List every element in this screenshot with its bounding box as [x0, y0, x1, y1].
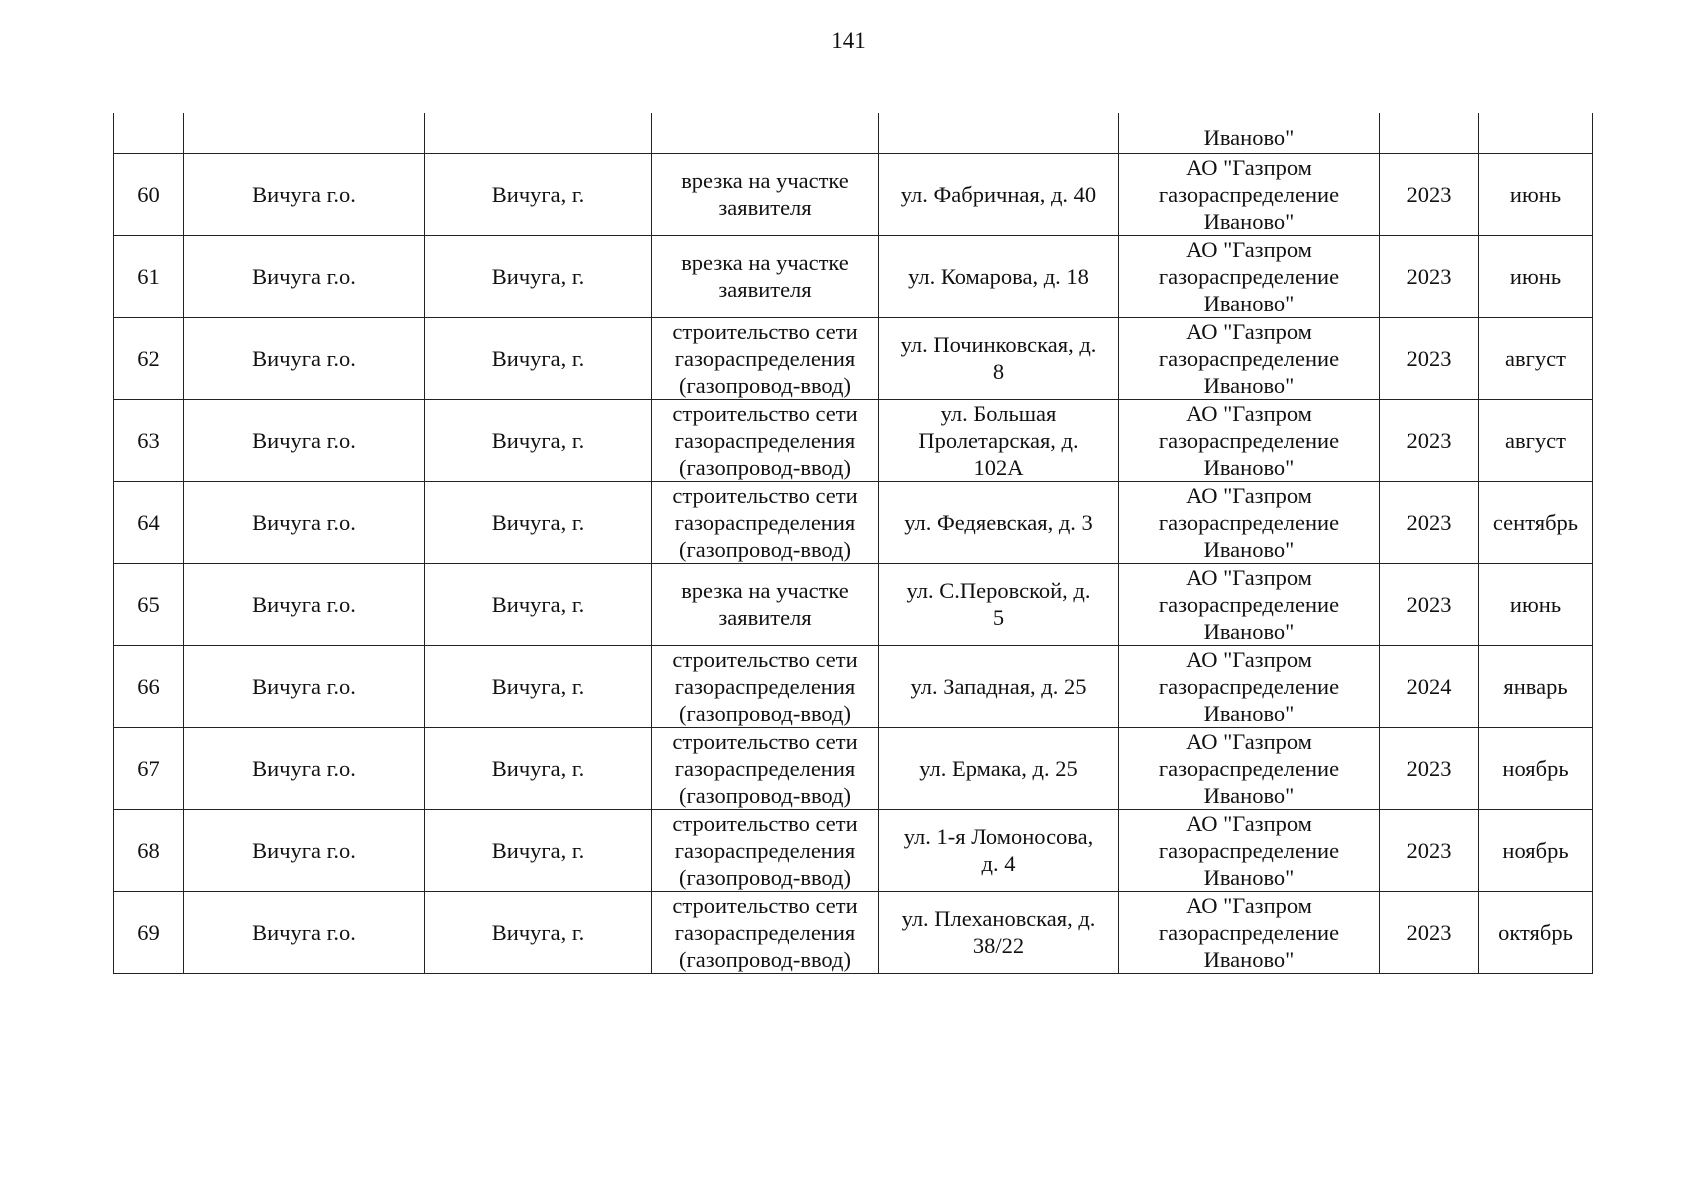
- cell-work-type-line: (газопровод-ввод): [679, 454, 851, 480]
- cell-organization-line: АО "Газпром: [1186, 564, 1312, 590]
- cell-month: сентябрь: [1479, 481, 1593, 563]
- cell-work-type: [652, 113, 879, 153]
- cell-work-type-line: (газопровод-ввод): [679, 864, 851, 890]
- cell-organization-line: газораспределение: [1158, 673, 1340, 699]
- cell-settlement: Вичуга, г.: [425, 645, 652, 727]
- cell-work-type-line: строительство сети: [672, 482, 858, 508]
- cell-address: [879, 235, 1119, 317]
- cell-settlement: Вичуга, г.: [425, 891, 652, 973]
- cell-address-line: ул. Большая: [940, 400, 1057, 426]
- table-row: [114, 481, 1593, 563]
- cell-settlement: Вичуга, г.: [425, 235, 652, 317]
- cell-month: июнь: [1479, 235, 1593, 317]
- cell-organization: [1119, 235, 1380, 317]
- cell-work-type-line: заявителя: [718, 277, 812, 302]
- cell-work-type-line: газораспределения: [674, 755, 856, 781]
- cell-address-line: 8: [992, 359, 1005, 384]
- cell-work-type-line: заявителя: [718, 195, 812, 220]
- cell-work-type-line: врезка на участке: [681, 250, 849, 275]
- cell-municipality: [184, 113, 425, 153]
- cell-municipality: Вичуга г.о.: [184, 727, 425, 809]
- cell-num: 64: [114, 481, 184, 563]
- cell-settlement: Вичуга, г.: [425, 727, 652, 809]
- cell-settlement: Вичуга, г.: [425, 481, 652, 563]
- cell-month: август: [1479, 317, 1593, 399]
- cell-organization: [1119, 153, 1380, 235]
- cell-work-type-line: строительство сети: [672, 646, 858, 672]
- cell-num: [114, 113, 184, 153]
- cell-organization-line: газораспределение: [1158, 427, 1340, 453]
- cell-municipality: Вичуга г.о.: [184, 235, 425, 317]
- cell-address-line: 5: [992, 605, 1005, 630]
- cell-municipality: Вичуга г.о.: [184, 317, 425, 399]
- cell-num: 66: [114, 645, 184, 727]
- cell-month: август: [1479, 399, 1593, 481]
- cell-year: 2023: [1380, 891, 1479, 973]
- cell-year: 2024: [1380, 645, 1479, 727]
- table-row: [114, 891, 1593, 973]
- cell-organization-line: Иваново": [1203, 946, 1295, 972]
- cell-num: 63: [114, 399, 184, 481]
- cell-organization-line: газораспределение: [1158, 345, 1340, 371]
- cell-organization-line: АО "Газпром: [1186, 154, 1312, 180]
- cell-address: [879, 727, 1119, 809]
- cell-num: 61: [114, 235, 184, 317]
- cell-work-type-line: заявителя: [718, 605, 812, 630]
- cell-work-type-line: строительство сети: [672, 728, 858, 754]
- cell-organization-line: Иваново": [1203, 208, 1295, 234]
- cell-municipality: Вичуга г.о.: [184, 809, 425, 891]
- cell-address: [879, 317, 1119, 399]
- cell-work-type: [652, 399, 879, 481]
- page-number: 141: [831, 28, 866, 53]
- cell-address-line: ул. Комарова, д. 18: [908, 263, 1089, 289]
- cell-organization: [1119, 727, 1380, 809]
- cell-num: 62: [114, 317, 184, 399]
- cell-address: [879, 481, 1119, 563]
- cell-address: [879, 563, 1119, 645]
- cell-address-line: ул. С.Перовской, д.: [906, 578, 1091, 603]
- cell-address-line: ул. Починковская, д.: [900, 332, 1097, 357]
- cell-work-type: [652, 235, 879, 317]
- cell-settlement: Вичуга, г.: [425, 563, 652, 645]
- cell-address: [879, 891, 1119, 973]
- cell-municipality: Вичуга г.о.: [184, 481, 425, 563]
- cell-settlement: [425, 113, 652, 153]
- cell-address-line: ул. Федяевская, д. 3: [904, 509, 1093, 535]
- table-row: [114, 235, 1593, 317]
- cell-address: [879, 809, 1119, 891]
- cell-work-type-line: (газопровод-ввод): [679, 372, 851, 398]
- cell-address-line: 102А: [973, 454, 1024, 480]
- cell-work-type: [652, 563, 879, 645]
- cell-work-type-line: строительство сети: [672, 892, 858, 918]
- cell-address-line: ул. Западная, д. 25: [910, 673, 1087, 699]
- cell-work-type: [652, 317, 879, 399]
- cell-month: [1479, 113, 1593, 153]
- cell-month: ноябрь: [1479, 727, 1593, 809]
- cell-organization-line: АО "Газпром: [1186, 318, 1312, 344]
- cell-settlement: Вичуга, г.: [425, 317, 652, 399]
- cell-organization-line: АО "Газпром: [1186, 236, 1312, 262]
- cell-organization-line: АО "Газпром: [1186, 400, 1312, 426]
- cell-municipality: Вичуга г.о.: [184, 563, 425, 645]
- cell-organization-line: Иваново": [1203, 618, 1295, 644]
- cell-year: 2023: [1380, 153, 1479, 235]
- cell-organization-line: газораспределение: [1158, 591, 1340, 617]
- cell-address-line: Пролетарская, д.: [918, 427, 1079, 453]
- cell-organization: [1119, 481, 1380, 563]
- cell-num: 69: [114, 891, 184, 973]
- cell-organization: [1119, 645, 1380, 727]
- cell-month: октябрь: [1479, 891, 1593, 973]
- cell-organization-line: Иваново": [1203, 372, 1295, 398]
- cell-work-type-line: газораспределения: [674, 345, 856, 371]
- cell-organization-line: Иваново": [1203, 700, 1295, 726]
- cell-address: [879, 153, 1119, 235]
- cell-address-line: ул. 1-я Ломоносова,: [903, 824, 1094, 849]
- cell-organization-line: газораспределение: [1158, 919, 1340, 945]
- cell-municipality: Вичуга г.о.: [184, 399, 425, 481]
- cell-work-type-line: строительство сети: [672, 318, 858, 344]
- cell-month: ноябрь: [1479, 809, 1593, 891]
- cell-municipality: Вичуга г.о.: [184, 645, 425, 727]
- cell-organization-line: АО "Газпром: [1186, 892, 1312, 918]
- cell-organization-line: газораспределение: [1158, 263, 1340, 289]
- cell-organization-line: Иваново": [1203, 536, 1295, 562]
- cell-settlement: Вичуга, г.: [425, 399, 652, 481]
- cell-address-line: д. 4: [981, 851, 1016, 876]
- table-row: [114, 645, 1593, 727]
- cell-num: 65: [114, 563, 184, 645]
- cell-year: 2023: [1380, 481, 1479, 563]
- cell-year: 2023: [1380, 399, 1479, 481]
- table-row-continuation: [114, 113, 1593, 153]
- cell-work-type: [652, 809, 879, 891]
- cell-year: 2023: [1380, 727, 1479, 809]
- cell-year: 2023: [1380, 809, 1479, 891]
- table-row: [114, 399, 1593, 481]
- cell-settlement: Вичуга, г.: [425, 809, 652, 891]
- cell-address: [879, 399, 1119, 481]
- cell-num: 60: [114, 153, 184, 235]
- cell-organization-line: Иваново": [1203, 454, 1295, 480]
- cell-organization-line: АО "Газпром: [1186, 728, 1312, 754]
- cell-organization-line: Иваново": [1203, 864, 1295, 890]
- table-row: [114, 153, 1593, 235]
- cell-organization-line: газораспределение: [1158, 181, 1340, 207]
- cell-month: июнь: [1479, 153, 1593, 235]
- cell-year: 2023: [1380, 235, 1479, 317]
- cell-organization-line: АО "Газпром: [1186, 482, 1312, 508]
- table-row: [114, 563, 1593, 645]
- cell-organization: [1119, 563, 1380, 645]
- cell-work-type: [652, 645, 879, 727]
- cell-work-type: [652, 481, 879, 563]
- cell-work-type-line: газораспределения: [674, 837, 856, 863]
- cell-num: 68: [114, 809, 184, 891]
- cell-municipality: Вичуга г.о.: [184, 153, 425, 235]
- table-row: [114, 809, 1593, 891]
- cell-address-line: ул. Фабричная, д. 40: [900, 181, 1097, 207]
- cell-organization-line: АО "Газпром: [1186, 646, 1312, 672]
- cell-work-type-line: газораспределения: [674, 509, 856, 535]
- cell-work-type-line: газораспределения: [674, 673, 856, 699]
- cell-year: 2023: [1380, 563, 1479, 645]
- cell-work-type-line: строительство сети: [672, 400, 858, 426]
- cell-month: июнь: [1479, 563, 1593, 645]
- cell-work-type: [652, 891, 879, 973]
- cell-address-line: ул. Плехановская, д.: [901, 906, 1096, 931]
- table-row: [114, 317, 1593, 399]
- cell-work-type-line: (газопровод-ввод): [679, 782, 851, 808]
- cell-address: [879, 645, 1119, 727]
- cell-month: январь: [1479, 645, 1593, 727]
- cell-organization: Иваново": [1119, 113, 1380, 153]
- cell-work-type: [652, 153, 879, 235]
- cell-address-line: ул. Ермака, д. 25: [919, 755, 1078, 781]
- cell-municipality: Вичуга г.о.: [184, 891, 425, 973]
- cell-work-type-line: строительство сети: [672, 810, 858, 836]
- cell-work-type-line: газораспределения: [674, 919, 856, 945]
- cell-work-type: [652, 727, 879, 809]
- table-row: [114, 727, 1593, 809]
- cell-year: [1380, 113, 1479, 153]
- cell-address: [879, 113, 1119, 153]
- cell-organization-line: АО "Газпром: [1186, 810, 1312, 836]
- cell-organization-line: газораспределение: [1158, 509, 1340, 535]
- cell-organization: [1119, 809, 1380, 891]
- cell-num: 67: [114, 727, 184, 809]
- cell-settlement: Вичуга, г.: [425, 153, 652, 235]
- cell-organization-line: газораспределение: [1158, 755, 1340, 781]
- cell-work-type-line: газораспределения: [674, 427, 856, 453]
- cell-year: 2023: [1380, 317, 1479, 399]
- cell-organization-line: газораспределение: [1158, 837, 1340, 863]
- cell-address-line: 38/22: [972, 933, 1025, 958]
- gas-connection-table: [113, 113, 1593, 974]
- cell-organization-line: Иваново": [1203, 782, 1295, 808]
- cell-work-type-line: (газопровод-ввод): [679, 946, 851, 972]
- cell-organization: [1119, 317, 1380, 399]
- cell-work-type-line: врезка на участке: [681, 168, 849, 193]
- cell-work-type-line: врезка на участке: [681, 578, 849, 603]
- cell-organization: [1119, 399, 1380, 481]
- cell-work-type-line: (газопровод-ввод): [679, 700, 851, 726]
- cell-organization-line: Иваново": [1203, 290, 1295, 316]
- cell-work-type-line: (газопровод-ввод): [679, 536, 851, 562]
- cell-organization: [1119, 891, 1380, 973]
